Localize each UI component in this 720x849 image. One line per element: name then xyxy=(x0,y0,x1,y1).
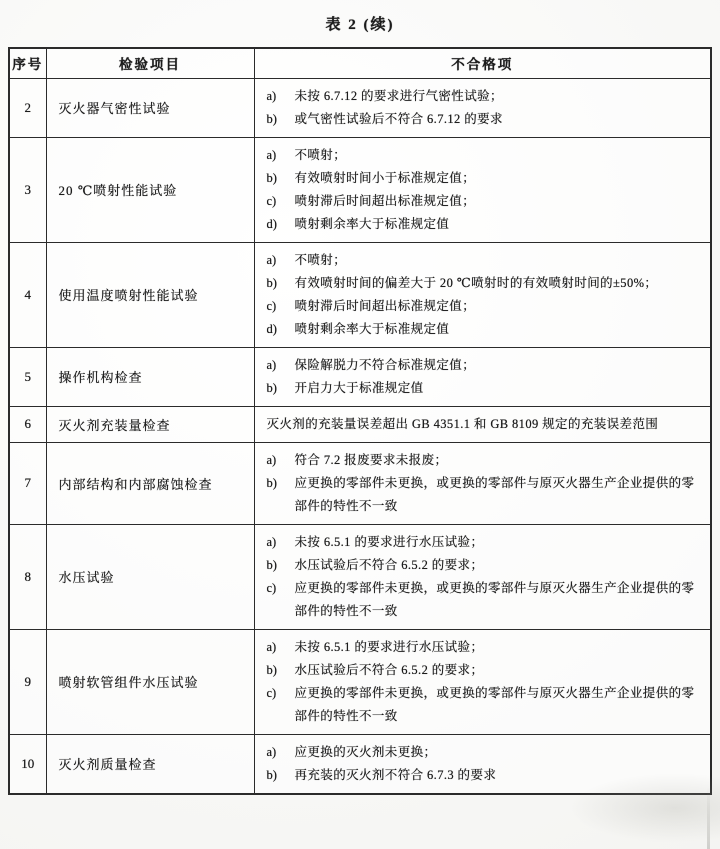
defect-line xyxy=(267,531,703,554)
defect-marker: b) xyxy=(266,380,277,395)
defect-text: 符合 7.2 报废要求未报废； xyxy=(294,452,448,467)
nonconforming-cell xyxy=(254,78,711,137)
row-serial-number: 5 xyxy=(9,347,46,406)
defect-line xyxy=(267,377,703,400)
defect-text: 水压试验后不符合 6.5.2 的要求； xyxy=(294,662,484,677)
defect-line xyxy=(267,636,703,659)
defect-text: 未按 6.7.12 的要求进行气密性试验； xyxy=(294,88,503,103)
defect-marker: d) xyxy=(266,321,277,336)
inspection-item-cell: 使用温度喷射性能试验 xyxy=(46,242,254,347)
row-serial-number: 9 xyxy=(9,629,46,734)
inspection-item-cell: 操作机构检查 xyxy=(46,347,254,406)
defect-marker: a) xyxy=(266,357,277,372)
defect-line xyxy=(267,272,703,295)
defect-text: 再充装的灭火剂不符合 6.7.3 的要求 xyxy=(294,767,497,782)
inspection-item-cell: 水压试验 xyxy=(46,524,254,629)
defect-marker: a) xyxy=(266,534,277,549)
defect-text: 开启力大于标准规定值 xyxy=(294,380,424,395)
table-row xyxy=(9,406,711,442)
defect-line xyxy=(267,108,703,131)
defect-line xyxy=(267,741,703,764)
table-row xyxy=(9,347,711,406)
inspection-item-cell: 灭火剂充装量检查 xyxy=(46,406,254,442)
defect-line xyxy=(267,764,703,787)
defect-marker: b) xyxy=(266,111,277,126)
defect-line xyxy=(267,472,703,518)
defect-text: 保险解脱力不符合标准规定值； xyxy=(294,357,476,372)
table-row xyxy=(9,137,711,242)
defect-line xyxy=(267,85,703,108)
defect-marker: b) xyxy=(266,170,277,185)
header-inspection-item: 检验项目 xyxy=(46,48,254,78)
defect-text: 喷射滞后时间超出标准规定值； xyxy=(294,298,476,313)
defect-marker: a) xyxy=(266,252,277,267)
defect-text: 水压试验后不符合 6.5.2 的要求； xyxy=(294,557,484,572)
defect-text: 应更换的零部件未更换，或更换的零部件与原灭火器生产企业提供的零部件的特性不一致 xyxy=(294,475,695,513)
row-serial-number: 7 xyxy=(9,442,46,524)
defect-text: 不喷射； xyxy=(294,147,347,162)
defect-text: 应更换的灭火剂未更换； xyxy=(294,744,437,759)
inspection-item-cell: 20 ℃喷射性能试验 xyxy=(46,137,254,242)
defect-marker: c) xyxy=(266,298,277,313)
nonconforming-cell xyxy=(254,734,711,794)
header-nonconforming-item: 不合格项 xyxy=(254,48,711,78)
defect-marker: c) xyxy=(266,685,277,700)
defect-text: 喷射剩余率大于标准规定值 xyxy=(294,321,450,336)
defect-marker: a) xyxy=(266,744,277,759)
defect-marker: a) xyxy=(266,147,277,162)
inspection-table xyxy=(8,47,712,795)
defect-line xyxy=(267,554,703,577)
defect-marker: a) xyxy=(266,452,277,467)
nonconforming-cell xyxy=(254,524,711,629)
nonconforming-cell xyxy=(254,442,711,524)
nonconforming-cell xyxy=(254,137,711,242)
nonconforming-cell xyxy=(254,242,711,347)
defect-marker: d) xyxy=(266,216,277,231)
defect-text: 未按 6.5.1 的要求进行水压试验； xyxy=(294,534,484,549)
row-serial-number: 3 xyxy=(9,137,46,242)
defect-line xyxy=(267,354,703,377)
row-serial-number: 4 xyxy=(9,242,46,347)
defect-line xyxy=(267,659,703,682)
table-row xyxy=(9,734,711,794)
defect-text: 未按 6.5.1 的要求进行水压试验； xyxy=(294,639,484,654)
defect-text: 应更换的零部件未更换，或更换的零部件与原灭火器生产企业提供的零部件的特性不一致 xyxy=(294,580,695,618)
defect-marker: a) xyxy=(266,639,277,654)
defect-text: 应更换的零部件未更换，或更换的零部件与原灭火器生产企业提供的零部件的特性不一致 xyxy=(294,685,695,723)
header-row xyxy=(9,48,711,78)
inspection-item-cell: 内部结构和内部腐蚀检查 xyxy=(46,442,254,524)
row-serial-number: 2 xyxy=(9,78,46,137)
defect-text: 不喷射； xyxy=(294,252,347,267)
inspection-item-cell: 灭火器气密性试验 xyxy=(46,78,254,137)
row-serial-number: 6 xyxy=(9,406,46,442)
table-header xyxy=(9,48,711,78)
defect-line xyxy=(267,144,703,167)
table-row xyxy=(9,242,711,347)
defect-marker: a) xyxy=(266,88,277,103)
defect-line xyxy=(267,577,703,623)
defect-line xyxy=(267,295,703,318)
inspection-item-cell: 灭火剂质量检查 xyxy=(46,734,254,794)
defect-marker: b) xyxy=(266,662,277,677)
header-serial-number: 序号 xyxy=(9,48,46,78)
defect-line xyxy=(267,413,703,436)
defect-line xyxy=(267,449,703,472)
defect-line xyxy=(267,190,703,213)
defect-marker: c) xyxy=(266,193,277,208)
defect-marker: b) xyxy=(266,275,277,290)
defect-text: 或气密性试验后不符合 6.7.12 的要求 xyxy=(294,111,503,126)
table-body xyxy=(9,78,711,794)
defect-line xyxy=(267,213,703,236)
row-serial-number: 10 xyxy=(9,734,46,794)
defect-line xyxy=(267,318,703,341)
defect-text: 喷射剩余率大于标准规定值 xyxy=(294,216,450,231)
nonconforming-cell xyxy=(254,629,711,734)
row-serial-number: 8 xyxy=(9,524,46,629)
table-row xyxy=(9,629,711,734)
table-row xyxy=(9,442,711,524)
defect-marker: b) xyxy=(266,557,277,572)
defect-marker: b) xyxy=(266,475,277,490)
nonconforming-cell xyxy=(254,347,711,406)
defect-text: 喷射滞后时间超出标准规定值； xyxy=(294,193,476,208)
defect-text: 灭火剂的充装量误差超出 GB 4351.1 和 GB 8109 规定的充装误差范围 xyxy=(266,416,659,431)
defect-text: 有效喷射时间小于标准规定值； xyxy=(294,170,476,185)
defect-line xyxy=(267,682,703,728)
defect-marker: c) xyxy=(266,580,277,595)
nonconforming-cell xyxy=(254,406,711,442)
table-row xyxy=(9,78,711,137)
defect-text: 有效喷射时间的偏差大于 20 ℃喷射时的有效喷射时间的±50%； xyxy=(294,275,658,290)
defect-line xyxy=(267,167,703,190)
table-title: 表 2 (续) xyxy=(325,17,395,33)
defect-line xyxy=(267,249,703,272)
inspection-item-cell: 喷射软管组件水压试验 xyxy=(46,629,254,734)
defect-marker: b) xyxy=(266,767,277,782)
table-row xyxy=(9,524,711,629)
scan-edge-artifact xyxy=(707,787,710,849)
